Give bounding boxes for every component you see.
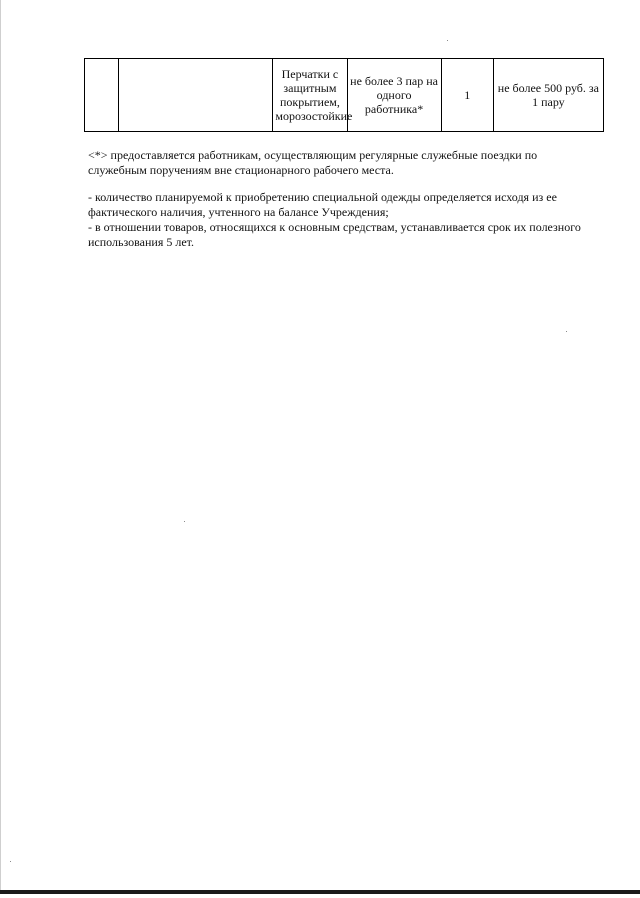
table-row bbox=[85, 59, 604, 132]
scan-edge-left bbox=[0, 0, 1, 898]
paragraph-gap bbox=[88, 178, 588, 190]
price-limit-cell: не более 500 руб. за 1 пару bbox=[493, 59, 603, 132]
category-cell bbox=[119, 59, 273, 132]
scan-speck bbox=[184, 521, 185, 522]
scan-speck bbox=[447, 40, 448, 41]
item-name-cell: Перчатки с защитным покрытием, морозостойкие bbox=[273, 59, 347, 132]
goods-table bbox=[84, 58, 604, 132]
quantity-norm-cell: не более 3 пар на одного работника* bbox=[347, 59, 441, 132]
scan-speck bbox=[566, 331, 567, 332]
note-service-life-text: - в отношении товаров, относящихся к основным средствам, устанавливается срок их полезного использования 5 лет. bbox=[88, 220, 581, 249]
footnote-text: <*> предоставляется работникам, осуществляющим регулярные служебные поездки по служебным поручениям вне стационарного рабочего места. bbox=[88, 148, 538, 177]
scan-edge-bottom bbox=[0, 890, 640, 898]
scan-speck bbox=[10, 861, 11, 862]
note-quantity-text: - количество планируемой к приобретению специальной одежды определяется исходя из ее фактического наличия, учтенного на балансе Учреждения; bbox=[88, 190, 557, 219]
service-life-cell: 1 bbox=[441, 59, 493, 132]
notes-block bbox=[88, 148, 588, 250]
row-number-cell bbox=[85, 59, 119, 132]
